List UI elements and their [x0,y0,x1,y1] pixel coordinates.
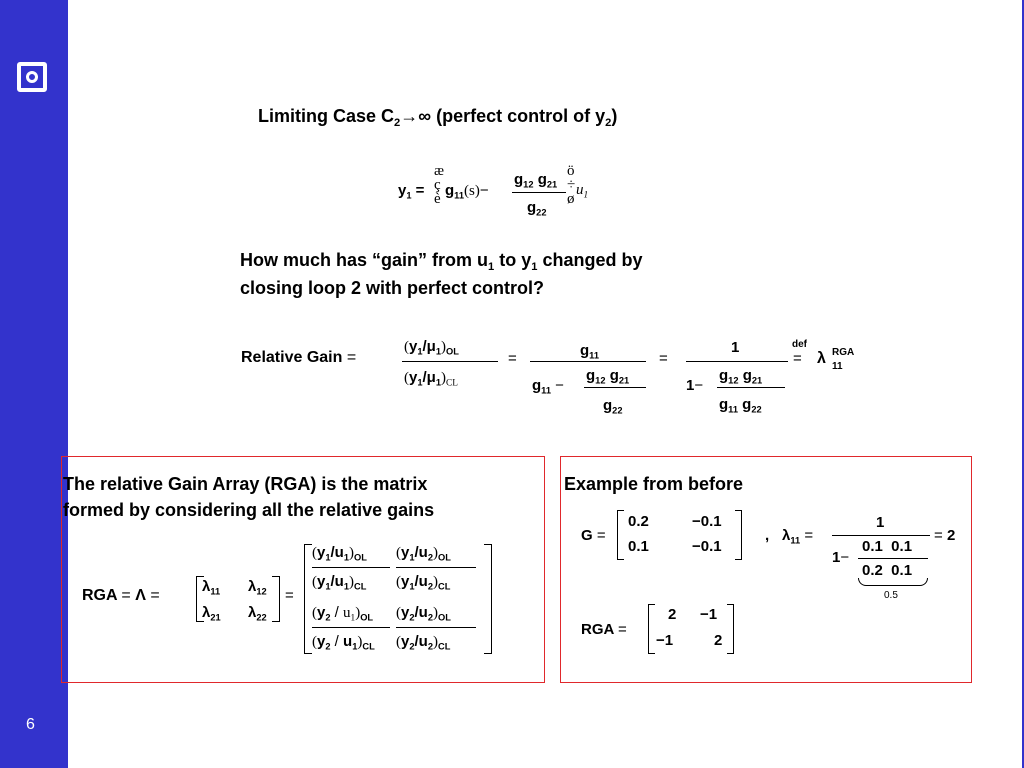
ntnu-logo-icon [17,62,47,92]
slide-number: 6 [26,716,35,733]
question-text: How much has “gain” from $u_1$ to $y_1$ changed by closing loop 2 with perfect control? [240,250,643,298]
example-heading: Example from before [564,474,744,494]
rga-definition-text: The relative Gain Array (RGA) is the matrix formed by considering all the relative gains [63,474,435,520]
slide-title: Limiting Case $C_2\to\infty$ (perfect control of $y_2$) [258,106,618,129]
sidebar [0,0,68,768]
